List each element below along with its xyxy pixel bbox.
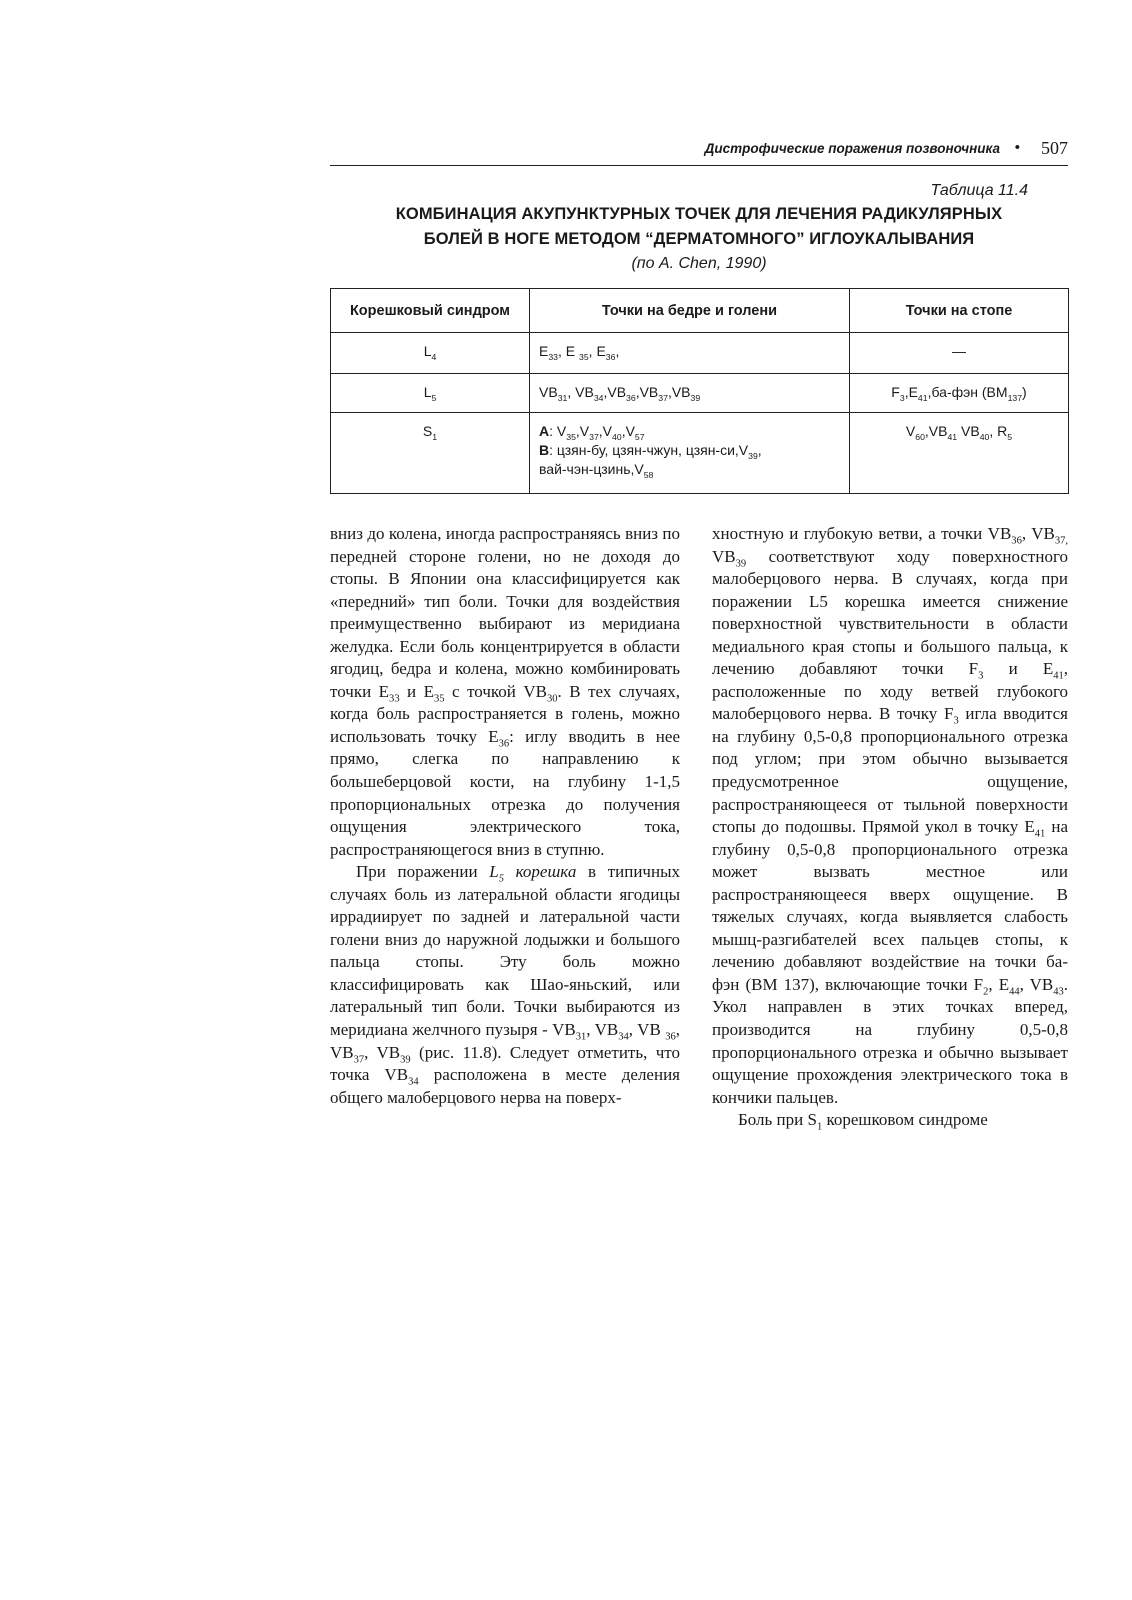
- foot-points-cell: $F_3,E_{41},ба$-фэн $(BM_{137})$: [850, 374, 1069, 413]
- root-cell: $L_4$: [331, 333, 530, 374]
- foot-points-cell: —: [850, 333, 1069, 374]
- column-header-thigh-shin-points: Точки на бедре и голени: [530, 289, 850, 333]
- acupuncture-points-table: [330, 288, 1069, 494]
- header-bullet: •: [1014, 139, 1020, 156]
- table-title-line-2: БОЛЕЙ В НОГЕ МЕТОДОМ “ДЕРМАТОМНОГО” ИГЛОУКАЛЫВАНИЯ: [423, 230, 975, 248]
- body-column-right: [712, 523, 1068, 1132]
- table-title-line-1: КОМБИНАЦИЯ АКУПУНКТУРНЫХ ТОЧЕК ДЛЯ ЛЕЧЕНИЯ РАДИКУЛЯРНЫХ: [395, 205, 1003, 223]
- leg-points-cell: $E_{33}$, E $_{35}$, $E_{36}$,: [530, 333, 850, 374]
- foot-points-cell: $V_{60},VB_{41}$ $VB_{40}$, $R_5$: [850, 413, 1069, 494]
- body-paragraph: При поражении $L_5$ корешка в типичных случаях боль из латеральной области ягодицы иррадиирует по задней и латеральной части голени вниз до наружной лодыжки и большого пальца стопы. Эту боль можно классифицировать как Шао-яньский, или латеральный тип боли. Точки выбираются из меридиана желчного пузыря - $VB_{31}$, $VB_{34}$, VB $_{36}$, $VB_{37}$, $VB_{39}$ (рис. 11.8). Следует отметить, что точка $VB_{34}$ расположена в месте деления общего малоберцового нерва на поверх-: [330, 862, 681, 1107]
- running-title: Дистрофические поражения позвоночника: [704, 141, 1000, 156]
- column-header-root-syndrome: Корешковый синдром: [331, 289, 530, 333]
- body-column-left: [330, 523, 680, 1109]
- table-caption: [330, 180, 1068, 276]
- body-paragraph: Боль при $S_1$ корешковом синдроме: [738, 1110, 988, 1133]
- table-row: [331, 333, 1069, 374]
- column-header-foot-points: Точки на стопе: [850, 289, 1069, 333]
- table-source: (по A. Chen, 1990): [631, 255, 767, 272]
- table-header-row: [331, 289, 1069, 333]
- table-label: Таблица 11.4: [930, 182, 1028, 199]
- table-row: [331, 374, 1069, 413]
- body-paragraph: вниз до колена, иногда распространяясь вниз по передней стороне голени, но не доходя до стопы. В Японии она классифицируется как «передний» тип боли. Точки для воздействия преимущественно выбирают из меридиана желудка. Если боль концентрируется в области ягодиц, бедра и колена, можно комбинировать точки $E_{33}$ и $E_{35}$ с точкой $VB_{30}$. В тех случаях, когда боль распространяется в голень, можно использовать точку $E_{36}$: иглу вводить в нее прямо, слегка по направлению к большеберцовой кости, на глубину 1-1,5 пропорциональных отрезка до получения ощущения электрического тока, распространяющегося вниз в ступню.: [330, 524, 680, 859]
- table-row: [331, 413, 1069, 494]
- leg-points-cell: $VB_{31}$, $VB_{34},VB_{36},VB_{37},VB_{39}$: [530, 374, 850, 413]
- body-paragraph: хностную и глубокую ветви, а точки $VB_{36}$, $VB_{37,}$ $VB_{39}$ соответствуют ходу поверхностного малоберцового нерва. В случаях, когда при поражении L5 корешка имеется снижение поверхностной чувствительности в области медиального края стопы и большого пальца, к лечению добавляют точки $F_3$ и $E_{41}$, расположенные по ходу ветвей глубокого малоберцового нерва. В точку $F_3$ игла вводится на глубину 0,5-0,8 пропорционального отрезка под углом; при этом обычно вызывается предусмотренное ощущение, распространяющееся от тыльной поверхности стопы до подошвы. Прямой укол в точку $E_{41}$ на глубину 0,5-0,8 пропорционального отрезка может вызвать местное или распространяющееся вверх ощущение. В тяжелых случаях, когда выявляется слабость мышц-разгибателей всех пальцев стопы, к лечению добавляют воздействие на точки ба-фэн (BM 137), включающие точки $F_2$, $E_{44}$, $VB_{43}$. Укол направлен в этих точках вперед, производится на глубину 0,5-0,8 пропорционального отрезка и обычно вызывает ощущение прохождения электрического тока в кончики пальцев.: [712, 524, 1069, 1107]
- leg-points-cell: A: $V_{35},V_{37},V_{40},V_{57}$ B: цзян-бу, цзян-чжун, цзян-$си,V_{39}$, вай-$чэн-цзинь,V_{58}$: [530, 413, 850, 494]
- running-header: [330, 137, 1068, 166]
- root-cell: $L_5$: [331, 374, 530, 413]
- page-number: 507: [1041, 138, 1068, 158]
- root-cell: $S_1$: [331, 413, 530, 494]
